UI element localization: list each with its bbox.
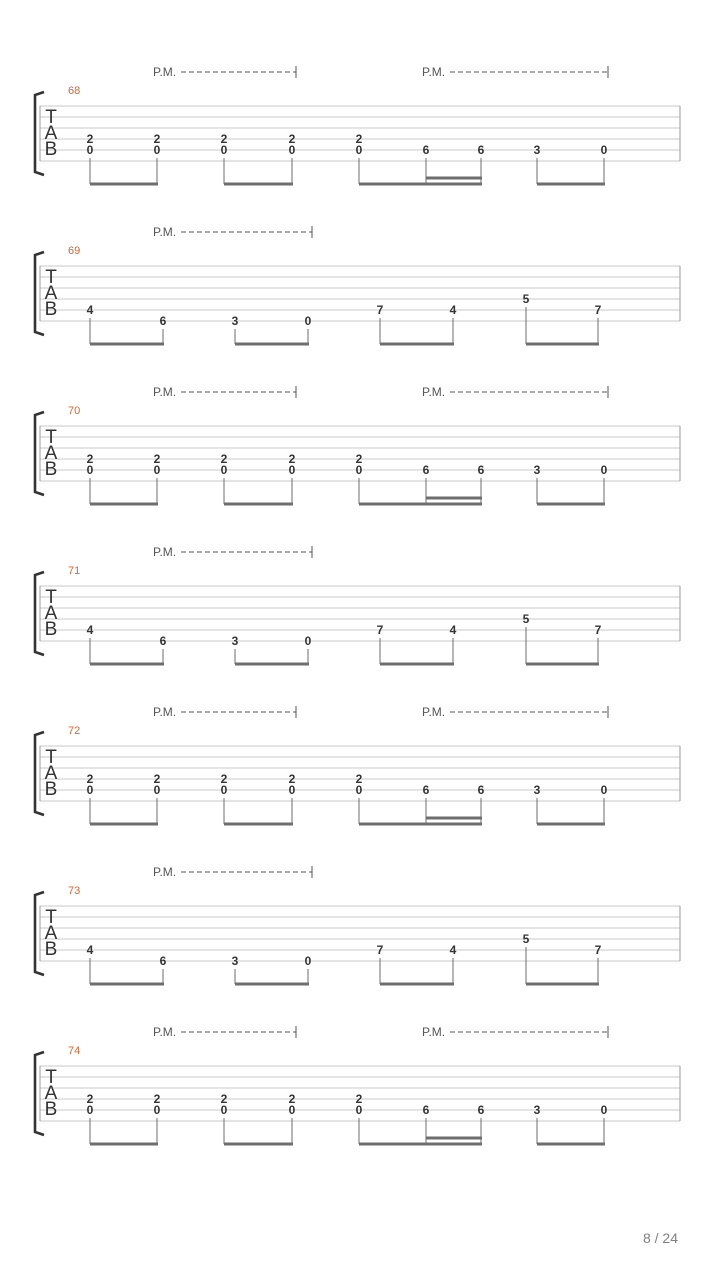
tab-clef-letter: B: [44, 1099, 58, 1120]
beam: [90, 503, 158, 506]
palm-mute-label: P.M.: [422, 65, 446, 79]
fret-number: 4: [449, 943, 457, 957]
fret-number: 6: [422, 783, 430, 797]
fret-number: 2: [153, 452, 161, 466]
beam: [380, 983, 454, 986]
palm-mute-label: P.M.: [422, 705, 446, 719]
fret-number: 2: [86, 132, 94, 146]
fret-number: 3: [231, 634, 239, 648]
fret-number: 2: [220, 452, 228, 466]
tab-clef-letter: T: [45, 907, 57, 928]
fret-number: 0: [355, 783, 363, 797]
fret-number: 0: [600, 1103, 608, 1117]
tab-clef-letter: A: [44, 763, 58, 784]
tab-clef-letter: A: [44, 603, 58, 624]
tab-clef-letter: B: [44, 459, 58, 480]
fret-number: 3: [231, 954, 239, 968]
fret-number: 4: [86, 943, 94, 957]
fret-number: 0: [153, 463, 161, 477]
fret-number: 0: [355, 143, 363, 157]
beam: [235, 983, 309, 986]
fret-number: 3: [533, 143, 541, 157]
sixteenth-beam: [426, 1137, 482, 1140]
beam: [224, 823, 293, 826]
fret-number: 2: [220, 772, 228, 786]
beam: [359, 183, 482, 186]
measure-number: 73: [68, 885, 81, 897]
beam: [235, 343, 309, 346]
fret-number: 3: [533, 783, 541, 797]
fret-number: 0: [86, 783, 94, 797]
fret-number: 0: [220, 783, 228, 797]
measure-number: 68: [68, 85, 81, 97]
beam: [526, 663, 599, 666]
palm-mute-label: P.M.: [422, 385, 446, 399]
fret-number: 0: [600, 143, 608, 157]
beam: [359, 1143, 482, 1146]
tab-clef-letter: A: [44, 283, 58, 304]
fret-number: 3: [231, 314, 239, 328]
palm-mute-label: P.M.: [153, 705, 177, 719]
fret-number: 0: [220, 463, 228, 477]
tab-clef-letter: A: [44, 923, 58, 944]
fret-number: 0: [304, 314, 312, 328]
beam: [224, 503, 293, 506]
fret-number: 2: [288, 772, 296, 786]
palm-mute-label: P.M.: [153, 225, 177, 239]
beam: [90, 1143, 158, 1146]
palm-mute-label: P.M.: [153, 385, 177, 399]
palm-mute-label: P.M.: [422, 1025, 446, 1039]
fret-number: 0: [86, 143, 94, 157]
sixteenth-beam: [426, 177, 482, 180]
tab-clef-letter: T: [45, 747, 57, 768]
beam: [224, 1143, 293, 1146]
beam: [537, 503, 605, 506]
fret-number: 0: [153, 1103, 161, 1117]
beam: [90, 663, 164, 666]
tab-clef-letter: B: [44, 139, 58, 160]
fret-number: 4: [449, 303, 457, 317]
fret-number: 2: [355, 132, 363, 146]
fret-number: 0: [304, 954, 312, 968]
fret-number: 0: [153, 143, 161, 157]
tab-clef-letter: T: [45, 267, 57, 288]
measure-number: 72: [68, 725, 81, 737]
tab-clef-letter: B: [44, 619, 58, 640]
fret-number: 5: [522, 612, 530, 626]
fret-number: 6: [477, 783, 485, 797]
beam: [537, 823, 605, 826]
fret-number: 7: [376, 623, 384, 637]
fret-number: 5: [522, 292, 530, 306]
fret-number: 6: [159, 314, 167, 328]
beam: [537, 1143, 605, 1146]
tab-clef-letter: B: [44, 299, 58, 320]
fret-number: 2: [220, 1092, 228, 1106]
fret-number: 2: [220, 132, 228, 146]
fret-number: 5: [522, 932, 530, 946]
fret-number: 4: [86, 623, 94, 637]
fret-number: 7: [376, 303, 384, 317]
fret-number: 2: [86, 452, 94, 466]
beam: [359, 503, 482, 506]
fret-number: 0: [355, 1103, 363, 1117]
palm-mute-label: P.M.: [153, 65, 177, 79]
beam: [90, 183, 158, 186]
fret-number: 2: [86, 1092, 94, 1106]
tab-clef-letter: T: [45, 587, 57, 608]
beam: [537, 183, 605, 186]
fret-number: 2: [288, 1092, 296, 1106]
beam: [380, 663, 454, 666]
beam: [380, 343, 454, 346]
sixteenth-beam: [426, 817, 482, 820]
fret-number: 7: [594, 303, 602, 317]
fret-number: 2: [355, 452, 363, 466]
fret-number: 0: [220, 143, 228, 157]
beam: [224, 183, 293, 186]
measure-number: 69: [68, 245, 81, 257]
fret-number: 2: [355, 772, 363, 786]
fret-number: 4: [86, 303, 94, 317]
measure-number: 74: [68, 1045, 81, 1057]
fret-number: 2: [153, 132, 161, 146]
fret-number: 0: [355, 463, 363, 477]
tab-clef-letter: A: [44, 123, 58, 144]
fret-number: 0: [153, 783, 161, 797]
fret-number: 6: [422, 1103, 430, 1117]
fret-number: 0: [304, 634, 312, 648]
tab-clef-letter: A: [44, 1083, 58, 1104]
fret-number: 0: [288, 1103, 296, 1117]
tab-clef-letter: T: [45, 107, 57, 128]
tab-clef-letter: T: [45, 427, 57, 448]
fret-number: 0: [86, 1103, 94, 1117]
beam: [526, 983, 599, 986]
fret-number: 6: [477, 463, 485, 477]
fret-number: 0: [288, 783, 296, 797]
fret-number: 4: [449, 623, 457, 637]
fret-number: 6: [477, 1103, 485, 1117]
fret-number: 0: [288, 143, 296, 157]
fret-number: 2: [355, 1092, 363, 1106]
fret-number: 7: [594, 623, 602, 637]
palm-mute-label: P.M.: [153, 545, 177, 559]
fret-number: 2: [288, 452, 296, 466]
fret-number: 3: [533, 1103, 541, 1117]
fret-number: 6: [159, 634, 167, 648]
tab-clef-letter: B: [44, 939, 58, 960]
fret-number: 0: [86, 463, 94, 477]
fret-number: 0: [220, 1103, 228, 1117]
beam: [235, 663, 309, 666]
tab-clef-letter: A: [44, 443, 58, 464]
beam: [90, 983, 164, 986]
page-indicator: 8 / 24: [642, 1230, 678, 1246]
beam: [90, 343, 164, 346]
beam: [526, 343, 599, 346]
fret-number: 2: [86, 772, 94, 786]
sixteenth-beam: [426, 497, 482, 500]
tab-clef-letter: B: [44, 779, 58, 800]
palm-mute-label: P.M.: [153, 1025, 177, 1039]
fret-number: 3: [533, 463, 541, 477]
fret-number: 6: [422, 143, 430, 157]
fret-number: 2: [288, 132, 296, 146]
beam: [359, 823, 482, 826]
fret-number: 2: [153, 1092, 161, 1106]
fret-number: 0: [600, 783, 608, 797]
fret-number: 7: [376, 943, 384, 957]
palm-mute-label: P.M.: [153, 865, 177, 879]
fret-number: 0: [600, 463, 608, 477]
measure-number: 71: [68, 565, 81, 577]
measure-number: 70: [68, 405, 81, 417]
tab-clef-letter: T: [45, 1067, 57, 1088]
fret-number: 6: [422, 463, 430, 477]
beam: [90, 823, 158, 826]
fret-number: 0: [288, 463, 296, 477]
fret-number: 6: [159, 954, 167, 968]
fret-number: 2: [153, 772, 161, 786]
fret-number: 7: [594, 943, 602, 957]
fret-number: 6: [477, 143, 485, 157]
